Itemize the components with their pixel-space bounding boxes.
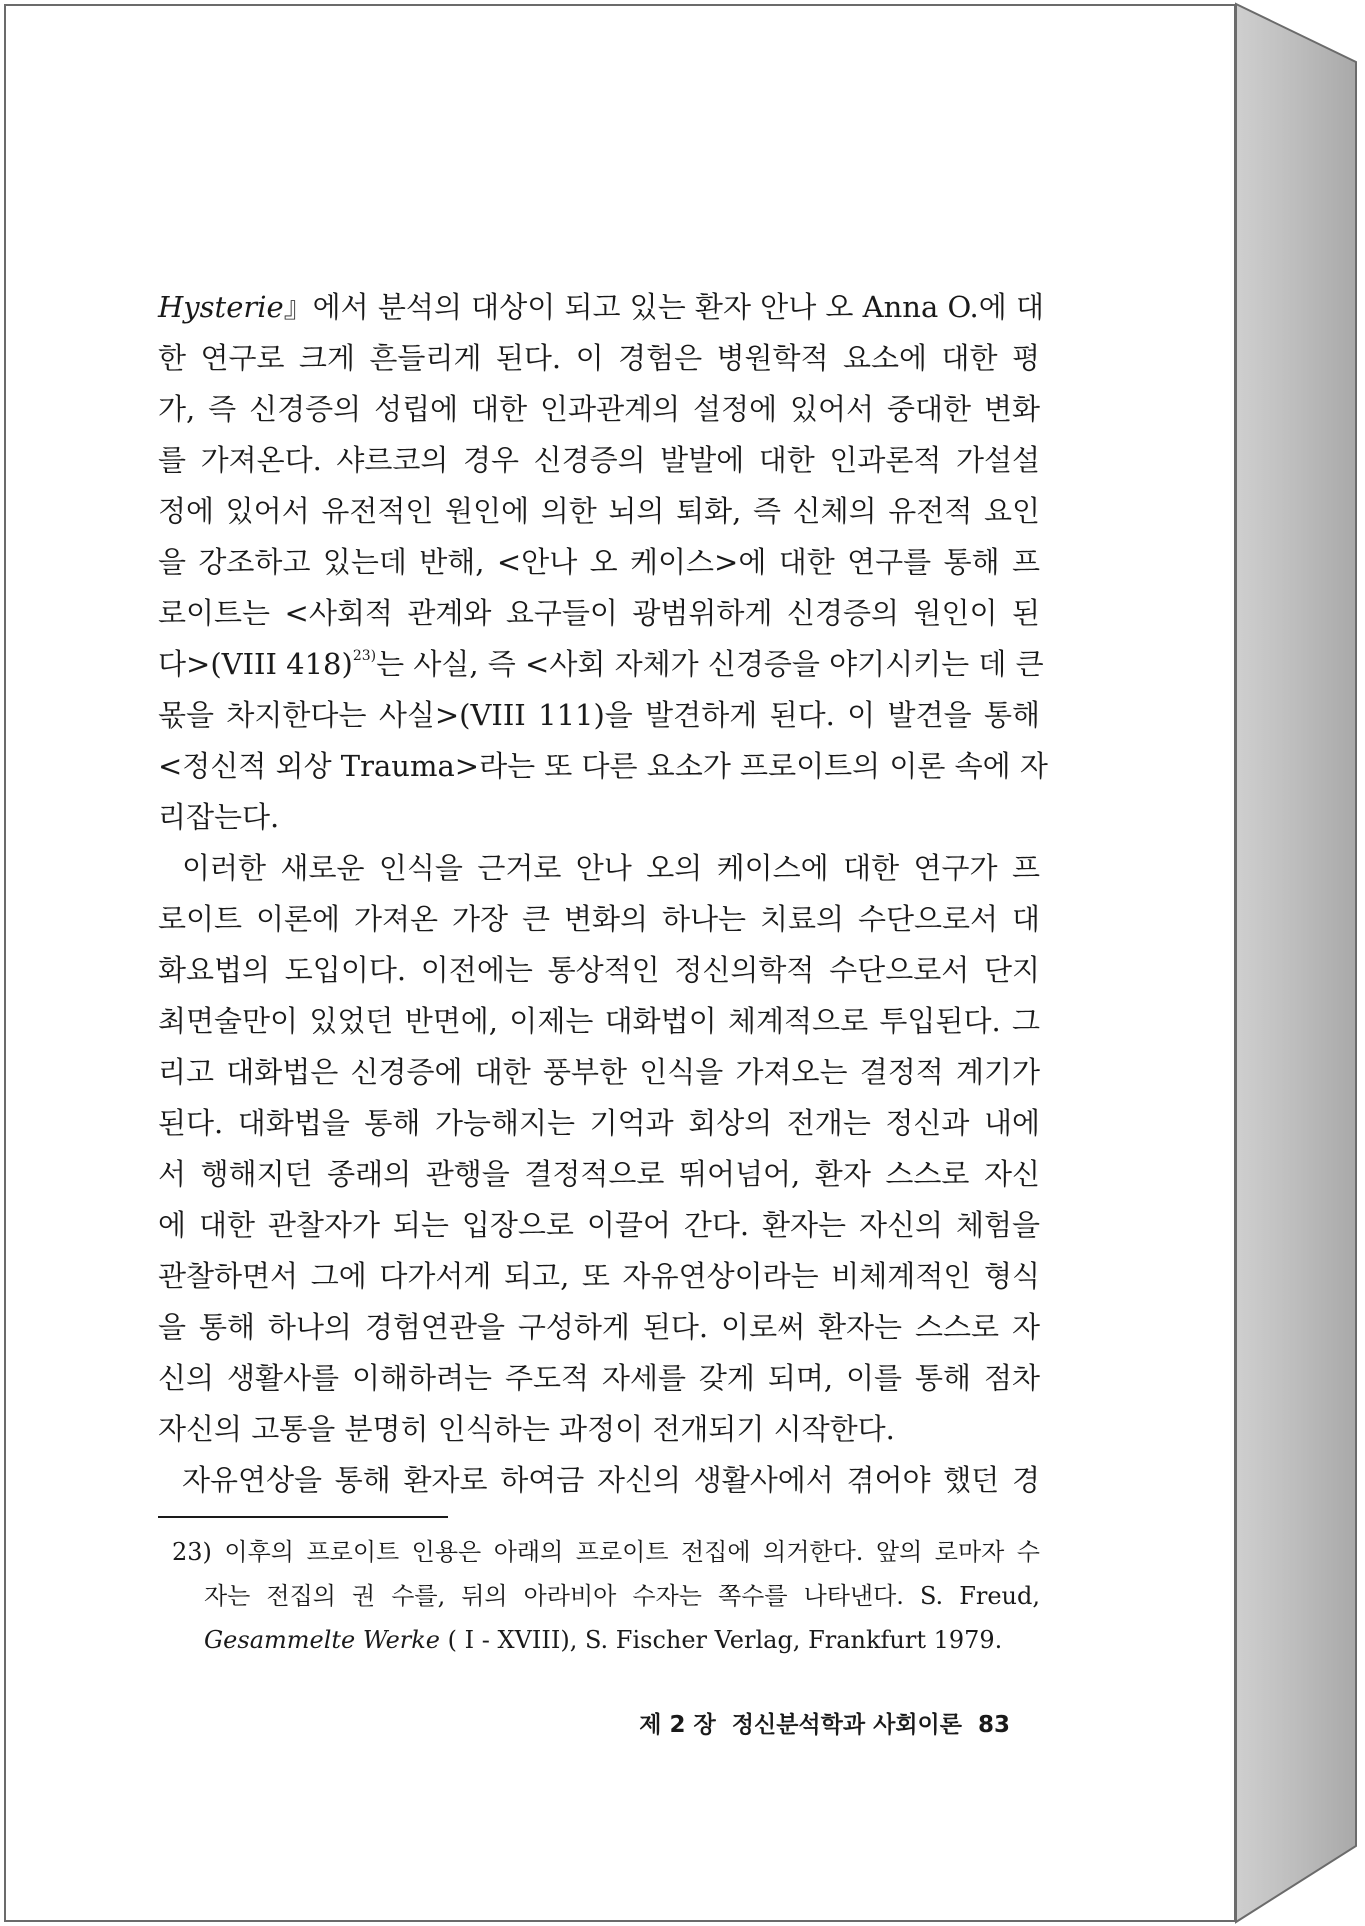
text-line (158, 588, 1040, 639)
line-text: 자신의 고통을 분명히 인식하는 과정이 전개되기 시작한다. (158, 1412, 895, 1446)
line-text: 을 통해 하나의 경험연관을 구성하게 된다. 이로써 환자는 스스로 자 (158, 1310, 1040, 1344)
text-line (158, 894, 1040, 945)
line-text: 을 강조하고 있는데 반해, <안나 오 케이스>에 대한 연구를 통해 프 (158, 545, 1040, 579)
line-text: 가, 즉 신경증의 성립에 대한 인과관계의 설정에 있어서 중대한 변화 (158, 392, 1040, 426)
text-line (158, 384, 1040, 435)
chapter-label: 제 2 장 (639, 1712, 716, 1738)
citation: 다>(VIII 418) (158, 647, 353, 681)
text-line (158, 1149, 1040, 1200)
chapter-title: 정신분석학과 사회이론 (731, 1712, 962, 1738)
line-text: 신의 생활사를 이해하려는 주도적 자세를 갖게 되며, 이를 통해 점차 (158, 1361, 1040, 1395)
footnote-reference: 23) (352, 648, 377, 664)
page-number: 83 (977, 1712, 1010, 1738)
line-text: 』에서 분석의 대상이 되고 있는 환자 안나 오 Anna O.에 대 (283, 290, 1045, 324)
line-text: 화요법의 도입이다. 이전에는 통상적인 정신의학적 수단으로서 단지 (158, 953, 1040, 987)
text-line (158, 1200, 1040, 1251)
text-line (158, 945, 1040, 996)
text-line (158, 741, 1048, 792)
line-text: <정신적 외상 Trauma>라는 또 다른 요소가 프로이트의 이론 속에 자 (158, 749, 1048, 783)
line-text: 에 대한 관찰자가 되는 입장으로 이끌어 간다. 환자는 자신의 체험을 (158, 1208, 1040, 1242)
footnote-area (172, 1530, 1040, 1662)
text-line (158, 1047, 1040, 1098)
line-text: 이러한 새로운 인식을 근거로 안나 오의 케이스에 대한 연구가 프 (182, 851, 1040, 885)
text-line (158, 690, 1040, 741)
footnote-marker: 23) (172, 1538, 212, 1566)
footnote-line: 자는 전집의 권 수를, 뒤의 아라비아 수자는 쪽수를 나타낸다. S. Freud, (204, 1582, 1040, 1610)
text-line (158, 537, 1040, 588)
footnote-line: Gesammelte Werke ( I - XVIII), S. Fischer Verlag, Frankfurt 1979. (204, 1626, 1003, 1654)
line-text: 최면술만이 있었던 반면에, 이제는 대화법이 체계적으로 투입된다. 그 (158, 1004, 1040, 1038)
body-text (158, 282, 1048, 1506)
text-line (158, 843, 1040, 894)
book-title: Hysterie (158, 290, 284, 324)
line-text: 를 가져온다. 샤르코의 경우 신경증의 발발에 대한 인과론적 가설설 (158, 443, 1040, 477)
line-text: 몫을 차지한다는 사실>(VIII 111)을 발견하게 된다. 이 발견을 통해 (158, 698, 1040, 732)
text-line (158, 792, 1040, 843)
running-footer (620, 1706, 1010, 1739)
text-line (158, 333, 1040, 384)
line-text: 로이트는 <사회적 관계와 요구들이 광범위하게 신경증의 원인이 된 (158, 596, 1040, 630)
text-line (158, 996, 1040, 1047)
footnote-line: 23) 이후의 프로이트 인용은 아래의 프로이트 전집에 의거한다. 앞의 로마자 수 (172, 1538, 1040, 1566)
line-text: 서 행해지던 종래의 관행을 결정적으로 뛰어넘어, 환자 스스로 자신 (158, 1157, 1040, 1191)
line-text: 한 연구로 크게 흔들리게 된다. 이 경험은 병원학적 요소에 대한 평 (158, 341, 1040, 375)
text-line (158, 639, 1044, 690)
line-text: 리고 대화법은 신경증에 대한 풍부한 인식을 가져오는 결정적 계기가 (158, 1055, 1040, 1089)
text-line (158, 282, 1045, 333)
text-line (158, 1302, 1040, 1353)
text-line (158, 1251, 1040, 1302)
text-line (158, 486, 1040, 537)
line-text: 된다. 대화법을 통해 가능해지는 기억과 회상의 전개는 정신과 내에 (158, 1106, 1040, 1140)
line-text: 정에 있어서 유전적인 원인에 의한 뇌의 퇴화, 즉 신체의 유전적 요인 (158, 494, 1040, 528)
footnote-book-title: Gesammelte Werke (204, 1626, 441, 1654)
text-line (158, 1455, 1040, 1506)
line-text: 는 사실, 즉 <사회 자체가 신경증을 야기시키는 데 큰 (376, 647, 1044, 681)
text-line (158, 435, 1040, 486)
line-text: 자유연상을 통해 환자로 하여금 자신의 생활사에서 겪어야 했던 경 (182, 1463, 1040, 1497)
text-line (158, 1098, 1040, 1149)
line-text: 리잡는다. (158, 800, 280, 834)
line-text: 관찰하면서 그에 다가서게 되고, 또 자유연상이라는 비체계적인 형식 (158, 1259, 1040, 1293)
text-line (158, 1353, 1040, 1404)
footnote-separator (158, 1516, 448, 1518)
line-text: 로이트 이론에 가져온 가장 큰 변화의 하나는 치료의 수단으로서 대 (158, 902, 1040, 936)
text-line (158, 1404, 1040, 1455)
